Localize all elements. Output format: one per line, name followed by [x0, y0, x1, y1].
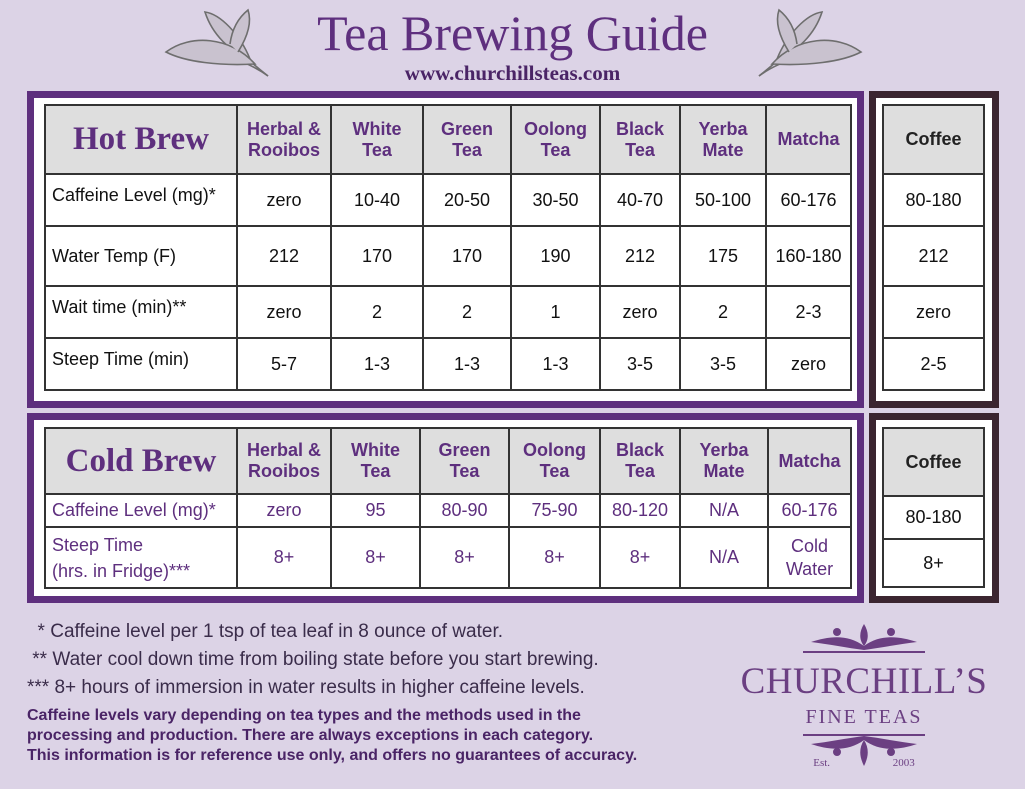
col-herbal-rooibos: Herbal & Rooibos [237, 105, 331, 174]
cell: 175 [680, 226, 766, 286]
cell: zero [237, 286, 331, 338]
cell: N/A [680, 494, 768, 527]
cell: 50-100 [680, 174, 766, 226]
row-label: Steep Time (hrs. in Fridge)*** [45, 527, 237, 588]
cell: 212 [600, 226, 680, 286]
footnote: *** 8+ hours of immersion in water results in higher caffeine levels. [27, 677, 585, 698]
table-row [45, 338, 851, 390]
table-row [45, 494, 851, 527]
cell: 60-176 [768, 494, 851, 527]
cell: 3-5 [600, 338, 680, 390]
cell: 1-3 [423, 338, 511, 390]
cell: 160-180 [766, 226, 851, 286]
cell: 40-70 [600, 174, 680, 226]
cell: 212 [237, 226, 331, 286]
col-oolong-tea: Oolong Tea [511, 105, 600, 174]
col-yerba-mate: Yerba Mate [680, 105, 766, 174]
cell: 8+ [509, 527, 600, 588]
cell: 8+ [883, 539, 984, 587]
row-label: Steep Time (min) [45, 338, 237, 390]
cold-coffee-table [882, 427, 985, 588]
col-green-tea: Green Tea [420, 428, 509, 494]
cell: 20-50 [423, 174, 511, 226]
cell: zero [766, 338, 851, 390]
col-white-tea: White Tea [331, 105, 423, 174]
cell: 75-90 [509, 494, 600, 527]
cell: 3-5 [680, 338, 766, 390]
cell: 1-3 [331, 338, 423, 390]
disclaimer: Caffeine levels vary depending on tea types and the methods used in the processing and production. There are always exceptions in each category. This information is for reference use only, and offers no guarantees of accuracy. [27, 707, 638, 764]
col-green-tea: Green Tea [423, 105, 511, 174]
hot-brew-table [44, 104, 852, 391]
row-label: Wait time (min)** [45, 286, 237, 338]
cell: 8+ [600, 527, 680, 588]
cell: 170 [331, 226, 423, 286]
hot-coffee-table [882, 104, 985, 391]
cell: 5-7 [237, 338, 331, 390]
logo-name: CHURCHILL’S [740, 661, 988, 702]
cell: zero [237, 174, 331, 226]
cell: zero [237, 494, 331, 527]
col-white-tea: White Tea [331, 428, 420, 494]
cell: zero [600, 286, 680, 338]
cell: N/A [680, 527, 768, 588]
cell: 2-3 [766, 286, 851, 338]
col-coffee: Coffee [883, 428, 984, 496]
logo-established: Est. 2003 [813, 757, 915, 769]
table-row [45, 527, 851, 588]
cell: 2 [423, 286, 511, 338]
cell: 2-5 [883, 338, 984, 390]
cell: 60-176 [766, 174, 851, 226]
table-row [45, 174, 851, 226]
logo-subtitle: FINE TEAS [805, 706, 923, 728]
cell: 80-120 [600, 494, 680, 527]
cell: Cold Water [768, 527, 851, 588]
cell: 2 [331, 286, 423, 338]
col-matcha: Matcha [768, 428, 851, 494]
cell: 80-90 [420, 494, 509, 527]
cell: 8+ [331, 527, 420, 588]
col-herbal-rooibos: Herbal & Rooibos [237, 428, 331, 494]
col-black-tea: Black Tea [600, 105, 680, 174]
cell: 10-40 [331, 174, 423, 226]
footnotes [27, 618, 599, 702]
cell: 212 [883, 226, 984, 286]
cell: 8+ [237, 527, 331, 588]
footnote: ** Water cool down time from boiling state before you start brewing. [27, 649, 599, 670]
table-row [45, 226, 851, 286]
cell: 190 [511, 226, 600, 286]
cell: 80-180 [883, 496, 984, 539]
leaf-left-icon [160, 4, 272, 80]
cold-brew-table [44, 427, 852, 589]
cell: 170 [423, 226, 511, 286]
cell: 30-50 [511, 174, 600, 226]
footnote: * Caffeine level per 1 tsp of tea leaf in 8 ounce of water. [27, 621, 504, 642]
col-oolong-tea: Oolong Tea [509, 428, 600, 494]
leaf-right-icon [755, 4, 867, 80]
col-coffee: Coffee [883, 105, 984, 174]
hot-brew-heading: Hot Brew [45, 105, 237, 174]
cell: 1 [511, 286, 600, 338]
col-black-tea: Black Tea [600, 428, 680, 494]
cell: 8+ [420, 527, 509, 588]
website-url: www.churchillsteas.com [404, 61, 621, 85]
col-yerba-mate: Yerba Mate [680, 428, 768, 494]
cell: 95 [331, 494, 420, 527]
table-row [45, 286, 851, 338]
cell: zero [883, 286, 984, 338]
row-label: Water Temp (F) [45, 226, 237, 286]
row-label: Caffeine Level (mg)* [45, 494, 237, 527]
row-label: Caffeine Level (mg)* [45, 174, 237, 226]
ornament-top-icon [733, 620, 995, 658]
page-title: Tea Brewing Guide [317, 5, 708, 61]
cell: 2 [680, 286, 766, 338]
col-matcha: Matcha [766, 105, 851, 174]
cell: 1-3 [511, 338, 600, 390]
cell: 80-180 [883, 174, 984, 226]
cold-brew-heading: Cold Brew [45, 428, 237, 494]
